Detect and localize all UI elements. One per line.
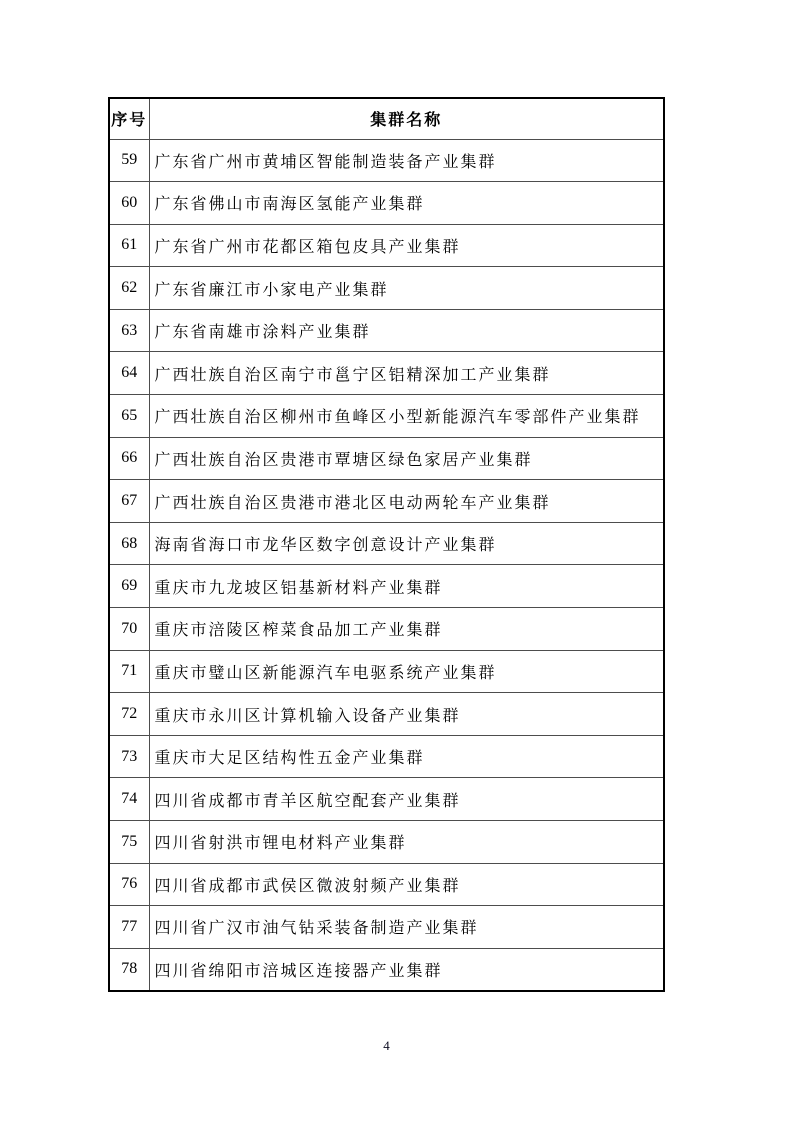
row-serial-number: 74 [109, 778, 149, 821]
row-cluster-name: 重庆市涪陵区榨菜食品加工产业集群 [149, 608, 664, 651]
row-cluster-name: 广西壮族自治区南宁市邕宁区铝精深加工产业集群 [149, 352, 664, 395]
row-serial-number: 67 [109, 480, 149, 523]
row-cluster-name: 四川省成都市武侯区微波射频产业集群 [149, 863, 664, 906]
row-cluster-name: 重庆市永川区计算机输入设备产业集群 [149, 693, 664, 736]
row-serial-number: 66 [109, 437, 149, 480]
table-row [109, 693, 664, 736]
row-serial-number: 59 [109, 139, 149, 182]
row-cluster-name: 四川省绵阳市涪城区连接器产业集群 [149, 948, 664, 991]
table-row [109, 437, 664, 480]
table-row [109, 821, 664, 864]
row-serial-number: 76 [109, 863, 149, 906]
row-serial-number: 63 [109, 309, 149, 352]
table-row [109, 309, 664, 352]
row-cluster-name: 重庆市璧山区新能源汽车电驱系统产业集群 [149, 650, 664, 693]
row-serial-number: 61 [109, 224, 149, 267]
table-row [109, 267, 664, 310]
row-cluster-name: 广西壮族自治区贵港市港北区电动两轮车产业集群 [149, 480, 664, 523]
row-cluster-name: 重庆市九龙坡区铝基新材料产业集群 [149, 565, 664, 608]
table-row [109, 735, 664, 778]
row-serial-number: 70 [109, 608, 149, 651]
row-serial-number: 60 [109, 182, 149, 225]
row-cluster-name: 四川省广汉市油气钻采装备制造产业集群 [149, 906, 664, 949]
row-cluster-name: 海南省海口市龙华区数字创意设计产业集群 [149, 522, 664, 565]
header-cluster-name: 集群名称 [149, 98, 664, 139]
table-row [109, 863, 664, 906]
row-cluster-name: 广西壮族自治区贵港市覃塘区绿色家居产业集群 [149, 437, 664, 480]
table-row [109, 906, 664, 949]
row-cluster-name: 四川省射洪市锂电材料产业集群 [149, 821, 664, 864]
table-row [109, 650, 664, 693]
row-serial-number: 68 [109, 522, 149, 565]
table-header-row [109, 98, 664, 139]
table-row [109, 948, 664, 991]
row-serial-number: 77 [109, 906, 149, 949]
table-row [109, 224, 664, 267]
row-serial-number: 69 [109, 565, 149, 608]
row-cluster-name: 广东省广州市花都区箱包皮具产业集群 [149, 224, 664, 267]
row-serial-number: 62 [109, 267, 149, 310]
header-serial-number: 序号 [109, 98, 149, 139]
row-serial-number: 75 [109, 821, 149, 864]
table-row [109, 139, 664, 182]
row-serial-number: 64 [109, 352, 149, 395]
table-row [109, 182, 664, 225]
row-cluster-name: 广东省佛山市南海区氢能产业集群 [149, 182, 664, 225]
table-row [109, 565, 664, 608]
row-serial-number: 78 [109, 948, 149, 991]
table-row [109, 522, 664, 565]
table-row [109, 608, 664, 651]
cluster-table [108, 97, 665, 992]
row-serial-number: 65 [109, 395, 149, 438]
row-cluster-name: 四川省成都市青羊区航空配套产业集群 [149, 778, 664, 821]
table-row [109, 395, 664, 438]
row-serial-number: 71 [109, 650, 149, 693]
table-row [109, 778, 664, 821]
table-row [109, 480, 664, 523]
row-cluster-name: 重庆市大足区结构性五金产业集群 [149, 735, 664, 778]
cluster-table-container [108, 97, 665, 992]
row-cluster-name: 广东省南雄市涂料产业集群 [149, 309, 664, 352]
row-cluster-name: 广东省广州市黄埔区智能制造装备产业集群 [149, 139, 664, 182]
row-cluster-name: 广西壮族自治区柳州市鱼峰区小型新能源汽车零部件产业集群 [149, 395, 664, 438]
page-number: 4 [383, 1038, 390, 1053]
row-cluster-name: 广东省廉江市小家电产业集群 [149, 267, 664, 310]
row-serial-number: 72 [109, 693, 149, 736]
table-row [109, 352, 664, 395]
row-serial-number: 73 [109, 735, 149, 778]
